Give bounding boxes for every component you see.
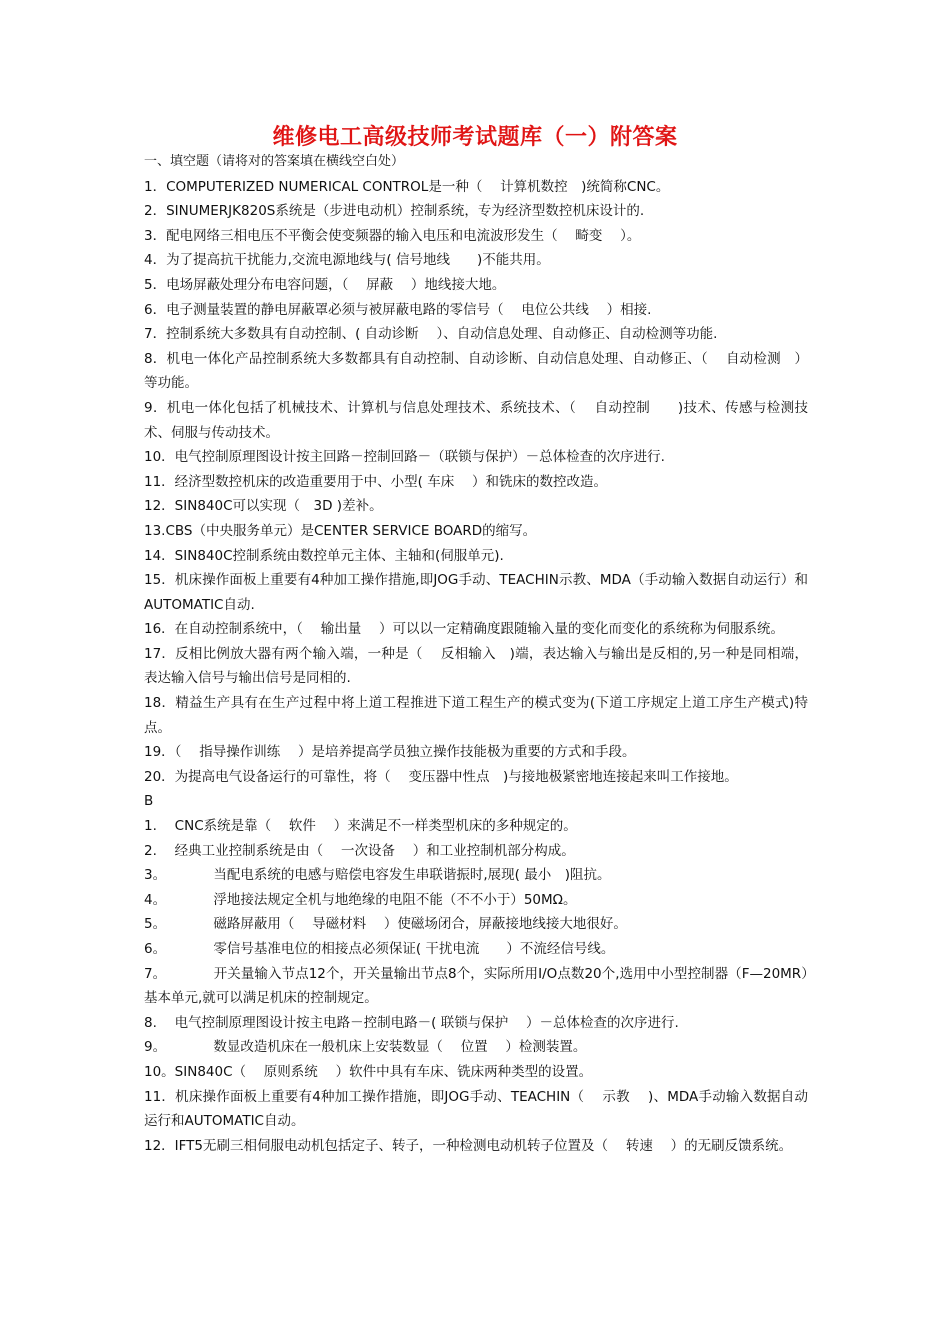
question-line: 4。 浮地接法规定全机与地绝缘的电阻不能（不不小于）50MΩ。 [144, 891, 577, 908]
question-line: 10。SIN840C（ 原则系统 ）软件中具有车床、铣床两种类型的设置。 [144, 1063, 593, 1080]
question-line: 8. 电气控制原理图设计按主电路－控制电路－( 联锁与保护 ）－总体检查的次序进行. [144, 1014, 679, 1031]
question-line: 5。 磁路屏蔽用（ 导磁材料 ）使磁场闭合，屏蔽接地线接大地很好。 [144, 916, 627, 933]
question-line: 9。 数显改造机床在一般机床上安装数显（ 位置 ）检测装置。 [144, 1039, 587, 1056]
question-line: 15．机床操作面板上重要有4种加工操作措施,即JOG手动、TEACHIN示教、MDA（手动输入数据自动运行）和AUTOMATIC自动. [144, 572, 808, 613]
question-line: 9．机电一体化包括了机械技术、计算机与信息处理技术、系统技术、（ 自动控制 )技术、传感与检测技术、伺服与传动技术。 [144, 399, 808, 441]
question-line: 18．精益生产具有在生产过程中将上道工程推进下道工程生产的模式变为(下道工序规定上道工序生产模式)特点。 [144, 695, 808, 736]
question-line: 2．SINUMERJK820S系统是（步进电动机）控制系统，专为经济型数控机床设计的. [144, 203, 645, 220]
question-line: 12．SIN840C可以实现（ 3D )差补。 [144, 498, 383, 515]
question-line: 10．电气控制原理图设计按主回路－控制回路－（联锁与保护）－总体检查的次序进行. [144, 449, 665, 466]
question-line: 3．配电网络三相电压不平衡会使变频器的输入电压和电流波形发生（ 畸变 ）。 [144, 227, 641, 244]
question-line: 16．在自动控制系统中，（ 输出量 ）可以以一定精确度跟随输入量的变化而变化的系统称为伺服系统。 [144, 621, 785, 638]
question-line: 14．SIN840C控制系统由数控单元主体、主轴和(伺服单元). [144, 547, 504, 564]
question-line: 7．控制系统大多数具有自动控制、( 自动诊断 ）、自动信息处理、自动修正、自动检测等功能. [144, 326, 718, 343]
question-line: 11．经济型数控机床的改造重要用于中、小型( 车床 ）和铣床的数控改造。 [144, 473, 608, 490]
question-line: 20．为提高电气设备运行的可靠性，将（ 变压器中性点 )与接地极紧密地连接起来叫工作接地。 [144, 768, 738, 785]
question-line: 2. 经典工业控制系统是由（ 一次设备 ）和工业控制机部分构成。 [144, 842, 575, 859]
document-title: 维修电工高级技师考试题库（一）附答案 [272, 124, 678, 150]
question-line: 6。 零信号基准电位的相接点必须保证( 干扰电流 ）不流经信号线。 [144, 941, 615, 957]
section-label: B [144, 793, 154, 810]
question-line: 1. CNC系统是靠（ 软件 ）来满足不一样类型机床的多种规定的。 [144, 818, 577, 835]
question-line: 17．反相比例放大器有两个输入端，一种是（ 反相输入 )端，表达输入与输出是反相的,另一种是同相端，表达输入信号与输出信号是同相的. [144, 645, 808, 687]
question-line: 19．（ 指导操作训练 ）是培养提高学员独立操作技能极为重要的方式和手段。 [144, 744, 636, 761]
question-line: 3。 当配电系统的电感与赔偿电容发生串联谐振时,展现( 最小 )阻抗。 [144, 867, 611, 884]
question-line: 13.CBS（中央服务单元）是CENTER SERVICE BOARD的缩写。 [144, 522, 537, 539]
document-body [144, 150, 808, 1158]
section-heading: 一、填空题（请将对的答案填在横线空白处） [144, 154, 405, 169]
question-line: 1．COMPUTERIZED NUMERICAL CONTROL是一种（ 计算机数控 )统简称CNC。 [144, 178, 670, 195]
question-line: 7。 开关量输入节点12个，开关量输出节点8个，实际所用I/O点数20个,选用中小型控制器（F—20MR）基本单元,就可以满足机床的控制规定。 [144, 965, 808, 1007]
question-line: 6．电子测量装置的静电屏蔽罩必须与被屏蔽电路的零信号（ 电位公共线 ）相接. [144, 301, 652, 318]
question-line: 11．机床操作面板上重要有4种加工操作措施，即JOG手动、TEACHIN（ 示教 )、MDA手动输入数据自动运行和AUTOMATIC自动。 [144, 1088, 808, 1130]
question-line: 8．机电一体化产品控制系统大多数都具有自动控制、自动诊断、自动信息处理、自动修正、（ 自动检测 ）等功能。 [144, 350, 808, 392]
question-line: 4．为了提高抗干扰能力,交流电源地线与( 信号地线 )不能共用。 [144, 252, 550, 269]
question-line: 5．电场屏蔽处理分布电容问题，（ 屏蔽 ）地线接大地。 [144, 276, 506, 293]
question-line: 12．IFT5无刷三相伺服电动机包括定子、转子，一种检测电动机转子位置及（ 转速 ）的无刷反馈系统。 [144, 1137, 793, 1154]
